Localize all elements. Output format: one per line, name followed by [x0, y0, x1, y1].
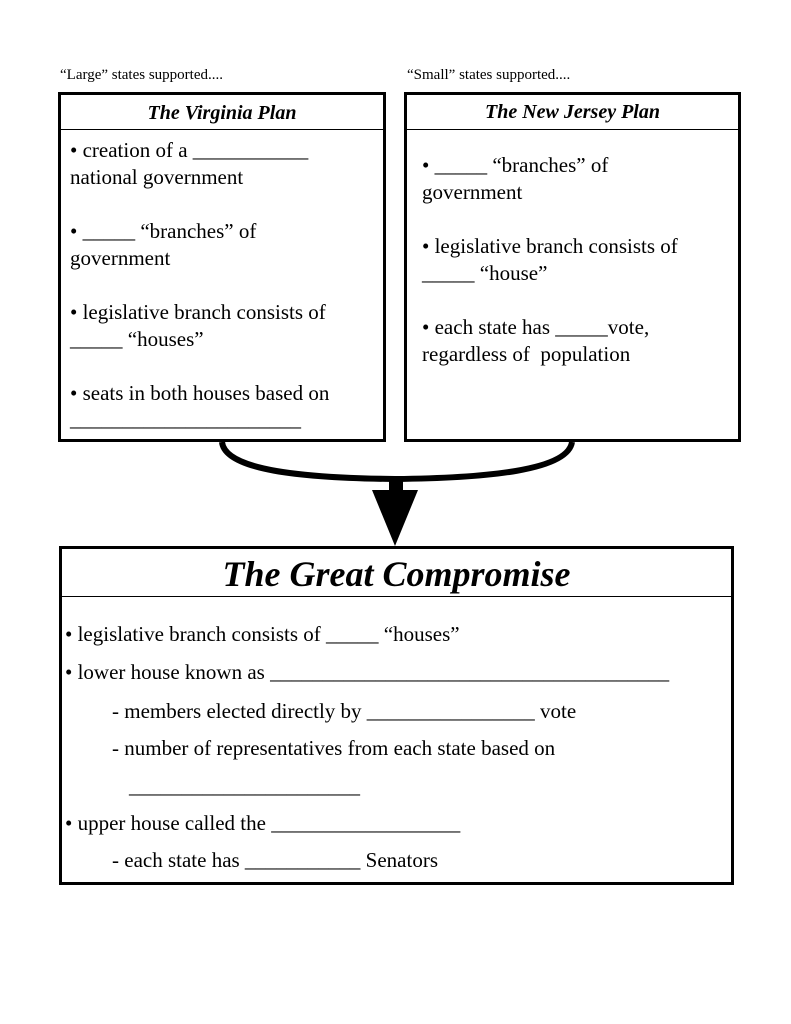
virginia-line: • legislative branch consists of [70, 300, 326, 324]
new-jersey-line: • _____ “branches” of [422, 153, 609, 177]
new-jersey-line: government [422, 180, 523, 204]
virginia-line: • _____ “branches” of [70, 219, 257, 243]
virginia-line: _____ “houses” [70, 327, 204, 351]
small-states-label: “Small” states supported.... [407, 67, 571, 83]
virginia-line: • creation of a ___________ [70, 138, 309, 162]
great-compromise-box [59, 546, 734, 885]
compromise-line: • lower house known as ______________________________________ [65, 660, 670, 684]
great-compromise-title: The Great Compromise [62, 549, 731, 597]
compromise-line: • legislative branch consists of _____ “houses” [65, 622, 460, 646]
large-states-label: “Large” states supported.... [60, 67, 224, 83]
new-jersey-line: • each state has _____vote, [422, 315, 650, 339]
virginia-line: • seats in both houses based on [70, 381, 330, 405]
new-jersey-line: • legislative branch consists of [422, 234, 678, 258]
virginia-line: government [70, 246, 171, 270]
compromise-line: - members elected directly by ________________ vote [112, 699, 577, 723]
compromise-line: ______________________ [129, 774, 360, 798]
new-jersey-plan-title: The New Jersey Plan [407, 95, 738, 130]
virginia-line: national government [70, 165, 244, 189]
new-jersey-line: regardless of population [422, 342, 631, 366]
virginia-line: ______________________ [70, 407, 301, 431]
compromise-line: - each state has ___________ Senators [112, 848, 439, 872]
compromise-line: • upper house called the __________________ [65, 811, 461, 835]
new-jersey-line: _____ “house” [422, 261, 548, 285]
compromise-line: - number of representatives from each state based on [112, 736, 556, 760]
virginia-plan-title: The Virginia Plan [61, 95, 383, 130]
